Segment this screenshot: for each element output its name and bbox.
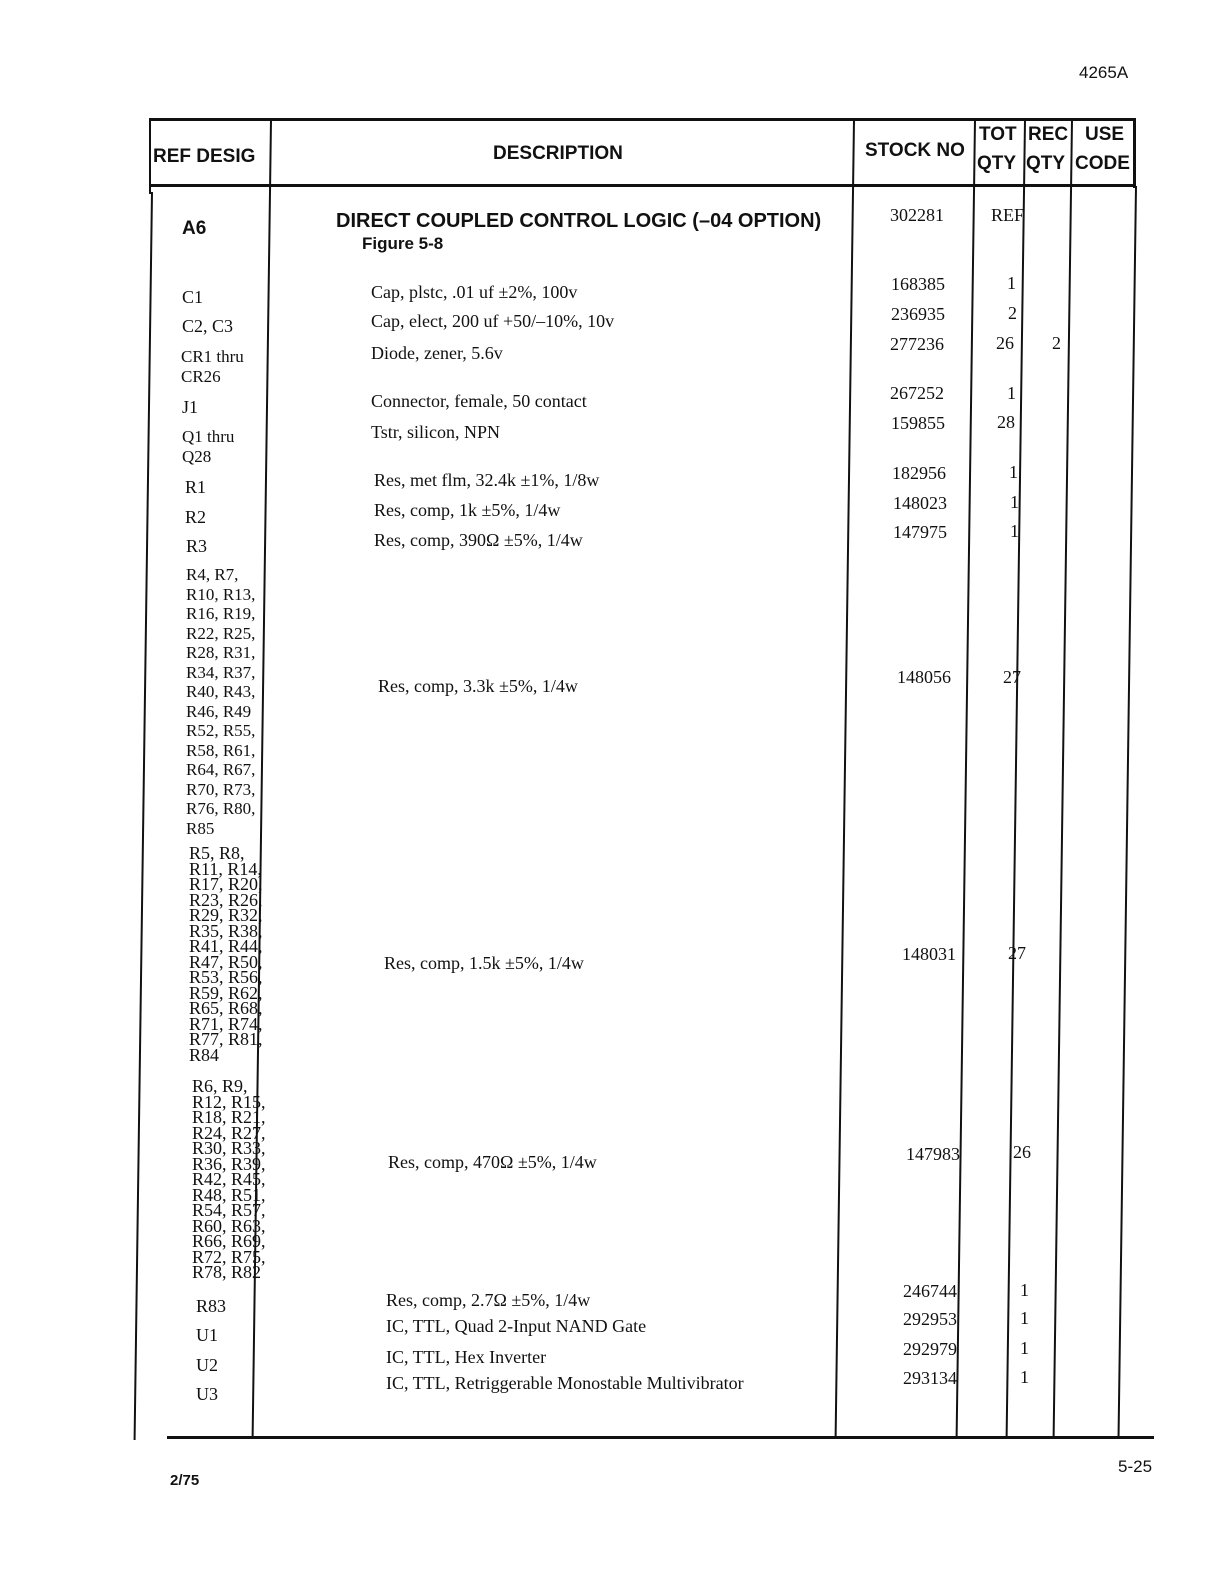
assembly-title: DIRECT COUPLED CONTROL LOGIC (–04 OPTION) [336,210,822,232]
table-row-ref: CR1 thru CR26 [181,347,244,386]
table-row-ref: C2, C3 [182,316,234,336]
table-row-tot: 26 [1013,1142,1031,1162]
table-row-stock: 147975 [893,522,947,542]
table-row-ref: R3 [186,536,208,556]
table-row-ref: R4, R7, R10, R13, R16, R19, R22, R25, R28, R31, R34, R37, R40, R43, R46, R49 R52, R55, R58, R61, R64, R67, R70, R73, R76, R80, R85 [186,565,256,838]
table-row-stock: 148031 [902,944,956,964]
table-row-ref: R5, R8, R11, R14, R17, R20, R23, R26, R29, R32, R35, R38, R41, R44, R47, R50, R53, R56, R59, R62, R65, R68, R71, R74, R77, R81, R84 [189,843,263,1065]
table-row-ref: U1 [196,1325,218,1345]
table-right-border-body [1118,186,1137,1438]
table-row-ref: J1 [182,397,199,417]
table-row-ref: R6, R9, R12, R15, R18, R21, R24, R27, R30, R33, R36, R39, R42, R45, R48, R51, R54, R57, R60, R63, R66, R69, R72, R75, R78, R82 [192,1076,266,1282]
assembly-tot-qty: REF [991,205,1025,225]
table-row-stock: 147983 [906,1144,960,1164]
table-left-border [149,118,151,188]
footer-date: 2/75 [170,1472,200,1489]
table-row-desc: Res, comp, 1.5k ±5%, 1/4w [384,953,584,973]
table-row-tot: 27 [1008,943,1026,963]
table-row-stock: 159855 [891,413,945,433]
header-description: DESCRIPTION [493,143,623,164]
table-row-desc: Diode, zener, 5.6v [371,343,503,363]
assembly-stock: 302281 [890,205,944,225]
table-row-ref: Q1 thru Q28 [182,427,235,466]
table-row-desc: Res, met flm, 32.4k ±1%, 1/8w [374,470,600,490]
header-rec-qty-1: REC [1028,124,1069,145]
table-row-ref: U2 [196,1355,218,1375]
table-top-border [149,118,1136,121]
table-row-stock: 267252 [890,383,944,403]
table-row-stock: 148023 [893,493,947,513]
table-row-ref: R1 [185,477,207,497]
table-row-tot: 1 [1010,492,1019,512]
footer-page-number: 5-25 [1118,1457,1153,1476]
table-row-desc: IC, TTL, Quad 2-Input NAND Gate [386,1316,647,1336]
table-row-tot: 2 [1008,303,1017,323]
table-row-tot: 1 [1007,273,1016,293]
table-header-divider [149,184,1136,187]
table-row-desc: IC, TTL, Retriggerable Monostable Multivibrator [386,1373,744,1393]
table-row-desc: Res, comp, 3.3k ±5%, 1/4w [378,676,578,696]
table-left-border-body [134,192,153,1440]
col-divider-rec [1053,120,1073,1438]
table-row-desc: Res, comp, 2.7Ω ±5%, 1/4w [386,1290,591,1310]
table-row-stock: 148056 [897,667,951,687]
table-row-desc: Res, comp, 1k ±5%, 1/4w [374,500,561,520]
header-ref-desig: REF DESIG [153,146,256,167]
table-row-desc: IC, TTL, Hex Inverter [386,1347,547,1367]
table-row-stock: 182956 [892,463,946,483]
col-divider-desc [835,120,855,1438]
table-row-stock: 236935 [891,304,945,324]
table-row-tot: 27 [1003,667,1021,687]
header-tot-qty-1: TOT [979,124,1017,145]
table-row-ref: U3 [196,1384,218,1404]
col-divider-stock [956,120,976,1438]
table-row-ref: R2 [185,507,207,527]
table-row-tot: 1 [1020,1338,1029,1358]
header-use-code-1: USE [1085,124,1125,145]
table-row-desc: Cap, plstc, .01 uf ±2%, 100v [371,282,578,302]
table-row-tot: 1 [1010,521,1019,541]
table-row-desc: Connector, female, 50 contact [371,391,587,411]
table-row-stock: 292979 [903,1339,957,1359]
table-row-tot: 1 [1009,462,1018,482]
table-row-desc: Cap, elect, 200 uf +50/–10%, 10v [371,311,615,331]
table-row-tot: 1 [1020,1367,1029,1387]
table-right-border [1133,118,1136,188]
table-row-stock: 246744 [903,1281,957,1301]
table-row-stock: 292953 [903,1309,957,1329]
document-number: 4265A [1079,63,1129,82]
header-use-code-2: CODE [1075,153,1130,174]
table-row-stock: 277236 [890,334,944,354]
header-tot-qty-2: QTY [977,153,1017,174]
table-row-ref: C1 [182,287,204,307]
table-row-tot: 28 [997,412,1015,432]
header-rec-qty-2: QTY [1026,153,1066,174]
table-row-tot: 1 [1020,1308,1029,1328]
table-row-desc: Tstr, silicon, NPN [371,422,501,442]
table-row-rec: 2 [1052,333,1061,353]
table-row-ref: R83 [196,1296,227,1316]
table-row-tot: 1 [1020,1280,1029,1300]
table-row-desc: Res, comp, 470Ω ±5%, 1/4w [388,1152,597,1172]
table-row-desc: Res, comp, 390Ω ±5%, 1/4w [374,530,583,550]
header-stock-no: STOCK NO [865,140,965,161]
table-row-tot: 26 [996,333,1014,353]
assembly-ref: A6 [182,218,207,239]
assembly-figure: Figure 5-8 [362,234,444,253]
table-row-tot: 1 [1007,383,1016,403]
table-row-stock: 293134 [903,1368,957,1388]
table-row-stock: 168385 [891,274,945,294]
